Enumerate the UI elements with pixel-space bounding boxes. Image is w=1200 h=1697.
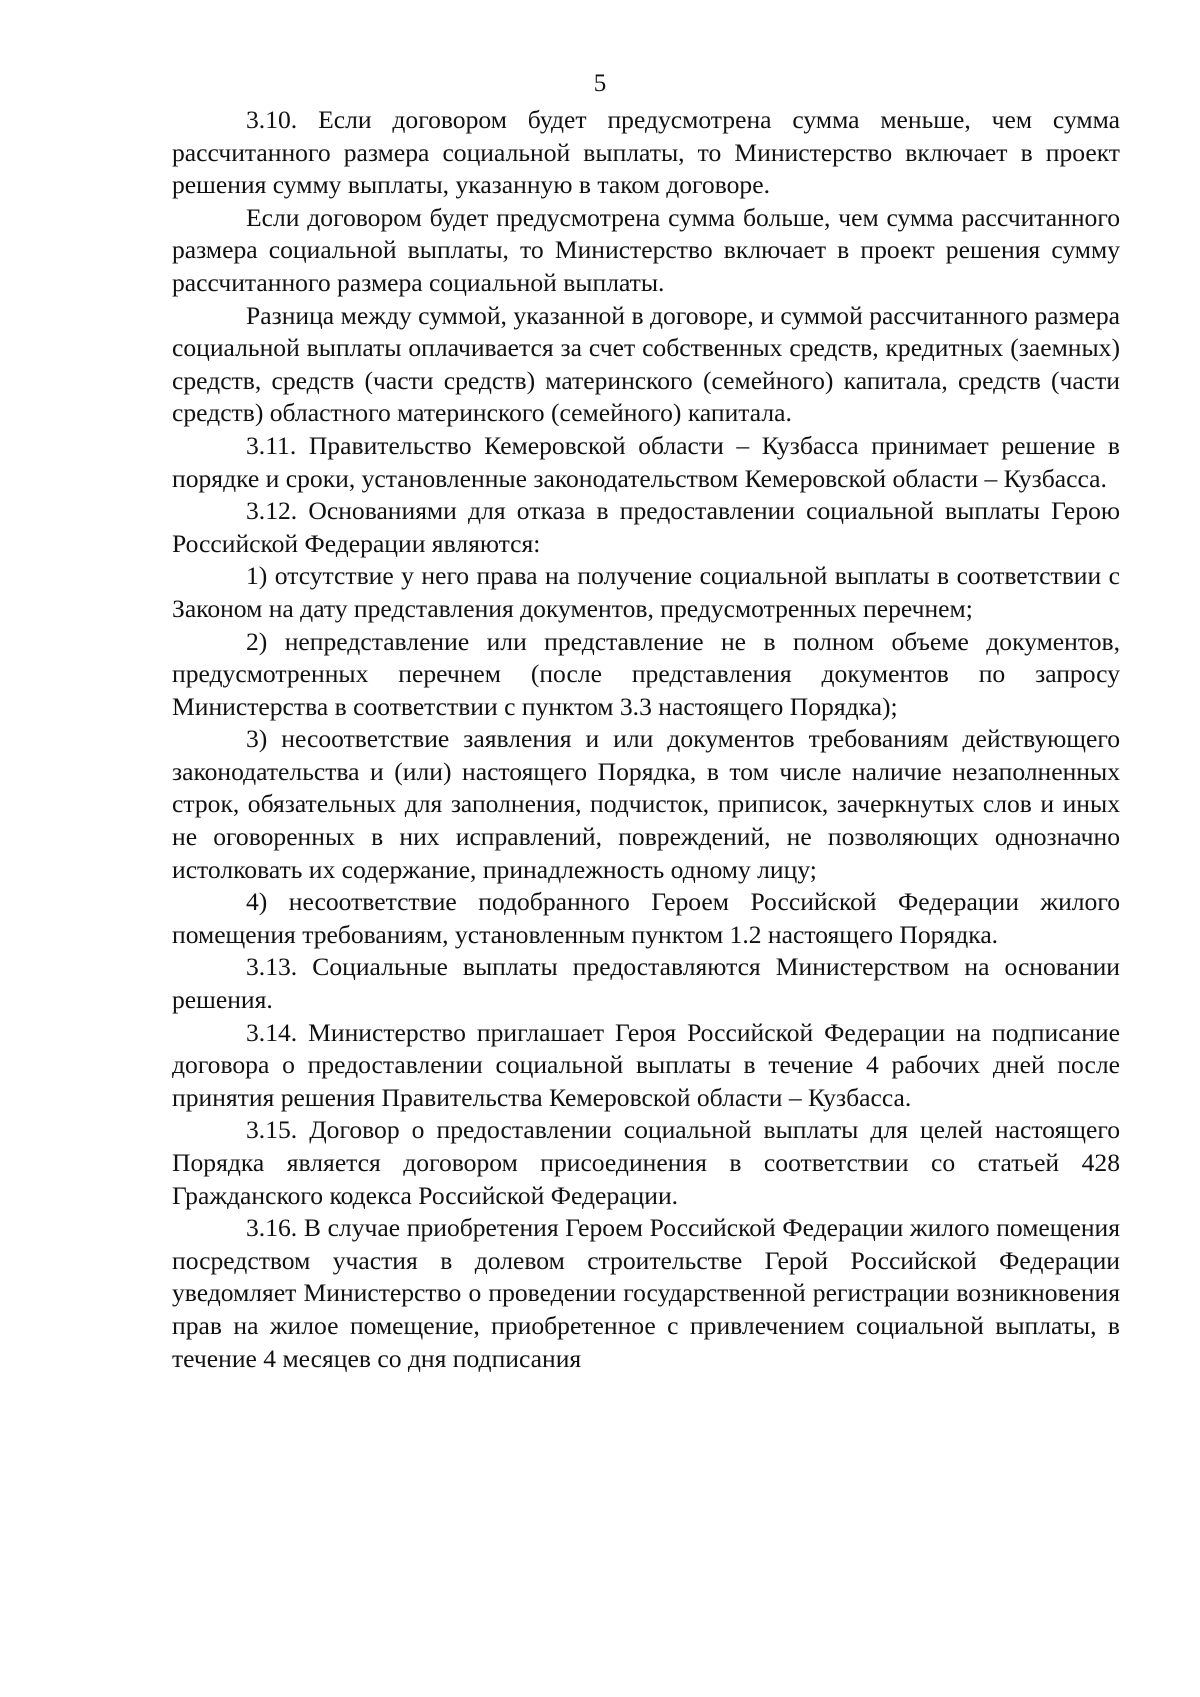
paragraph-3-12: 3.12. Основаниями для отказа в предоставлении социальной выплаты Герою Российской Федерации являются: [172,496,1120,558]
list-item-1: 1) отсутствие у него права на получение социальной выплаты в соответствии с Законом на дату представления документов, предусмотренных перечнем; [172,561,1120,623]
paragraph-3-14: 3.14. Министерство приглашает Героя Российской Федерации на подписание договора о предоставлении социальной выплаты в течение 4 рабочих дней после принятия решения Правительства Кемеровской области – Кузбасса. [172,1017,1120,1112]
document-body [172,104,1120,1375]
list-item-3: 3) несоответствие заявления и или документов требованиям действующего законодательства и (или) настоящего Порядка, в том числе наличие незаполненных строк, обязательных для заполнения, подчисток, приписок, зачеркнутых слов и иных не оговоренных в них исправлений, повреждений, не позволяющих однозначно истолковать их содержание, принадлежность одному лицу; [172,724,1120,884]
paragraph-3-10: 3.10. Если договором будет предусмотрена сумма меньше, чем сумма рассчитанного размера социальной выплаты, то Министерство включает в проект решения сумму выплаты, указанную в таком договоре. [172,105,1120,200]
paragraph-3-16: 3.16. В случае приобретения Героем Российской Федерации жилого помещения посредством участия в долевом строительстве Герой Российской Федерации уведомляет Министерство о проведении государственной регистрации возникновения прав на жилое помещение, приобретенное с привлечением социальной выплаты, в течение 4 месяцев со дня подписания [172,1213,1120,1373]
paragraph-3-13: 3.13. Социальные выплаты предоставляются Министерством на основании решения. [172,952,1120,1015]
paragraph-3-10-difference: Разница между суммой, указанной в договоре, и суммой рассчитанного размера социальной выплаты оплачивается за счет собственных средств, кредитных (заемных) средств, средств (части средств) материнского (семейного) капитала, средств (части средств) областного материнского (семейного) капитала. [172,300,1120,428]
paragraph-3-15: 3.15. Договор о предоставлении социальной выплаты для целей настоящего Порядка является договором присоединения в соответствии со статьей 428 Гражданского кодекса Российской Федерации. [172,1115,1120,1210]
page-number: 5 [593,70,607,97]
paragraph-3-11: 3.11. Правительство Кемеровской области – Кузбасса принимает решение в порядке и сроки, установленные законодательством Кемеровской области – Кузбасса. [172,430,1120,493]
paragraph-3-10-more: Если договором будет предусмотрена сумма больше, чем сумма рассчитанного размера социальной выплаты, то Министерство включает в проект решения сумму рассчитанного размера социальной выплаты. [172,202,1120,297]
list-item-2: 2) непредставление или представление не в полном объеме документов, предусмотренных перечнем (после представления документов по запросу Министерства в соответствии с пунктом 3.3 настоящего Порядка); [172,626,1120,721]
list-item-4: 4) несоответствие подобранного Героем Российской Федерации жилого помещения требованиям, установленным пунктом 1.2 настоящего Порядка. [172,887,1120,949]
